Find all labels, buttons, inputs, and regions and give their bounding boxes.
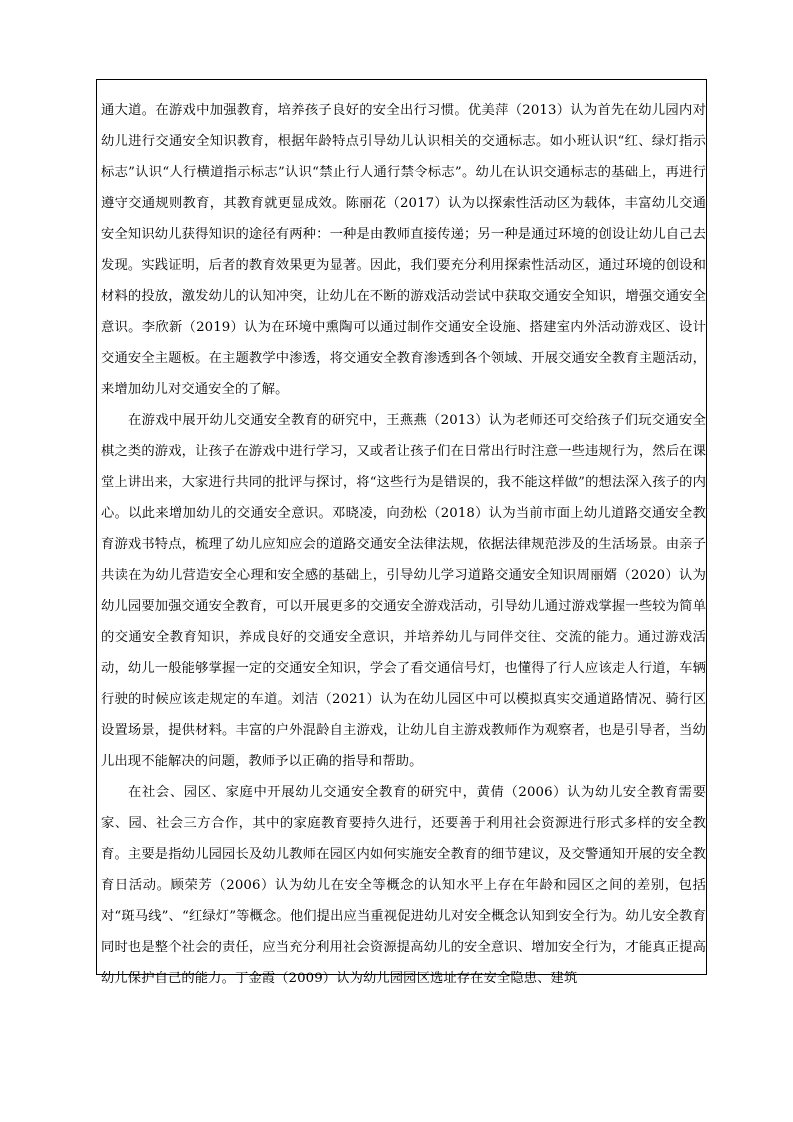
content-table-cell: [96, 79, 707, 986]
paragraph-2: 在游戏中展开幼儿交通安全教育的研究中，王燕燕（2013）认为老师还可交给孩子们玩交通安全棋之类的游戏，让孩子在游戏中进行学习，又或者让孩子们在日常出行时注意一些违规行为，然后在课堂上讲出来，大家进行共同的批评与探讨，将“这些行为是错误的，我不能这样做”的想法深入孩子的内心。以此来增加幼儿的交通安全意识。邓晓凌，向劲松（2018）认为当前市面上幼儿道路交通安全教育游戏书特点，梳理了幼儿应知应会的道路交通安全法律法规，依据法律规范涉及的生活场景。由亲子共读在为幼儿营造安全心理和安全感的基础上，引导幼儿学习道路交通安全知识周丽婿（2020）认为幼儿园要加强交通安全教育，可以开展更多的交通安全游戏活动，引导幼儿通过游戏掌握一些较为简单的交通安全教育知识，养成良好的交通安全意识，并培养幼儿与同伴交往、交流的能力。通过游戏活动，幼儿一般能够掌握一定的交通安全知识，学会了看交通信号灯，也懂得了行人应该走人行道，车辆行驶的时候应该走规定的车道。刘洁（2021）认为在幼儿园区中可以模拟真实交通道路情况、骑行区设置场景，提供材料。丰富的户外混龄自主游戏，让幼儿自主游戏教师作为观察者，也是引导者，当幼儿出现不能解决的问题，教师予以正确的指导和帮助。: [101, 413, 706, 769]
document-body: [101, 95, 706, 994]
paragraph-3: 在社会、园区、家庭中开展幼儿交通安全教育的研究中，黄倩（2006）认为幼儿安全教育需要家、园、社会三方合作，其中的家庭教育要持久进行，还要善于利用社会资源进行形式多样的安全教育。主要是指幼儿园园长及幼儿教师在园区内如何实施安全教育的细节建议，及交警通知开展的安全教育日活动。顾荣芳（2006）认为幼儿在安全等概念的认知水平上存在年龄和园区之间的差别，包括对“斑马线”、“红绿灯”等概念。他们提出应当重视促进幼儿对安全概念认知到安全行为。幼儿安全教育同时也是整个社会的责任，应当充分利用社会资源提高幼儿的安全意识、增加安全行为，才能真正提高幼儿保护自己的能力。丁金霞（2009）认为幼儿园园区选址存在安全隐患、建筑: [101, 785, 706, 986]
paragraph-1: 通大道。在游戏中加强教育，培养孩子良好的安全出行习惯。优美萍（2013）认为首先在幼儿园内对幼儿进行交通安全知识教育，根据年龄特点引导幼儿认识相关的交通标志。如小班认识“红、绿灯指示标志”认识“人行横道指示标志”认识“禁止行人通行禁令标志”。幼儿在认识交通标志的基础上，再进行遵守交通规则教育，其教育就更显成效。陈丽花（2017）认为以探索性活动区为载体，丰富幼儿交通安全知识幼儿获得知识的途径有两种：一种是由教师直接传递；另一种是通过环境的创设让幼儿自己去发现。实践证明，后者的教育效果更为显著。因此，我们要充分利用探索性活动区，通过环境的创设和材料的投放，激发幼儿的认知冲突，让幼儿在不断的游戏活动尝试中获取交通安全知识，增强交通安全意识。李欣新（2019）认为在环境中熏陶可以通过制作交通安全设施、搭建室内外活动游戏区、设计交通安全主题板。在主题教学中渗透，将交通安全教育渗透到各个领域、开展交通安全教育主题活动，来增加幼儿对交通安全的了解。: [101, 103, 706, 397]
